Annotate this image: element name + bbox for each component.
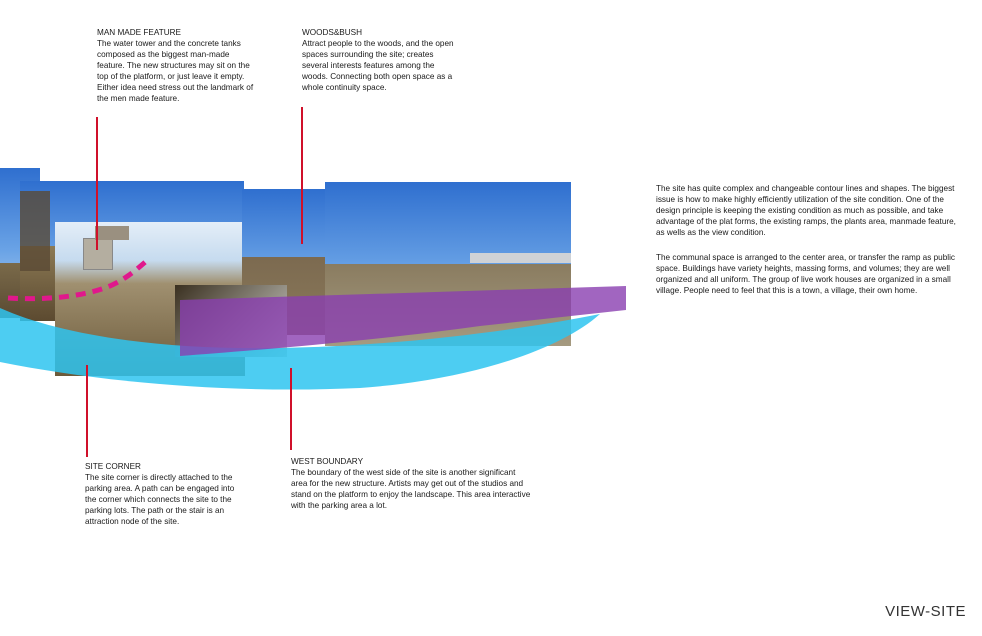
annotation-title: SITE CORNER xyxy=(85,462,141,471)
annotation-site-corner xyxy=(85,461,243,527)
annotation-man-made xyxy=(97,27,257,104)
leader-man-made xyxy=(96,117,98,250)
description-paragraph-2: The communal space is arranged to the center area, or transfer the ramp as public space. Buildings have variety heights, massing forms, and volumes; they are well organized and all uniform. The group of live work houses are organized in a small village. People need to feel that this is a town, a village, their own home. xyxy=(656,253,955,295)
annotation-body: The water tower and the concrete tanks composed as the biggest man-made feature. The new structures may sit on the top of the platform, or just leave it empty. Either idea need stress out the landmark of the men made feature. xyxy=(97,39,254,103)
leader-woods xyxy=(301,107,303,244)
annotation-body: The site corner is directly attached to the parking area. A path can be engaged into the corner which connects the site to the parking lots. The path or the stair is an attraction node of the site. xyxy=(85,473,235,526)
leader-west-boundary xyxy=(290,368,292,450)
leader-site-corner xyxy=(86,365,88,457)
page-title: VIEW-SITE xyxy=(885,603,966,620)
description-paragraph-1: The site has quite complex and changeable contour lines and shapes. The biggest issue is how to make highly efficiently utilization of the site condition. One of the design principle is keeping the existing condition as much as possible, and take advantage of the plat forms, the existing ramps, the plants area, manmade feature, as wells as the view condition. xyxy=(656,184,956,237)
annotation-body: Attract people to the woods, and the open spaces surrounding the site; creates several interests features among the woods. Connecting both open space as a whole continuity space. xyxy=(302,39,454,92)
annotation-title: WOODS&BUSH xyxy=(302,28,363,37)
annotation-woods xyxy=(302,27,458,93)
annotation-title: WEST BOUNDARY xyxy=(291,457,364,466)
site-path xyxy=(8,258,150,299)
annotation-title: MAN MADE FEATURE xyxy=(97,28,182,37)
annotation-body: The boundary of the west side of the site is another significant area for the new structure. Artists may get out of the studios and stand on the platform to enjoy the landscape. This area interactive with the parking area a lot. xyxy=(291,468,531,510)
annotation-west-boundary xyxy=(291,456,531,511)
